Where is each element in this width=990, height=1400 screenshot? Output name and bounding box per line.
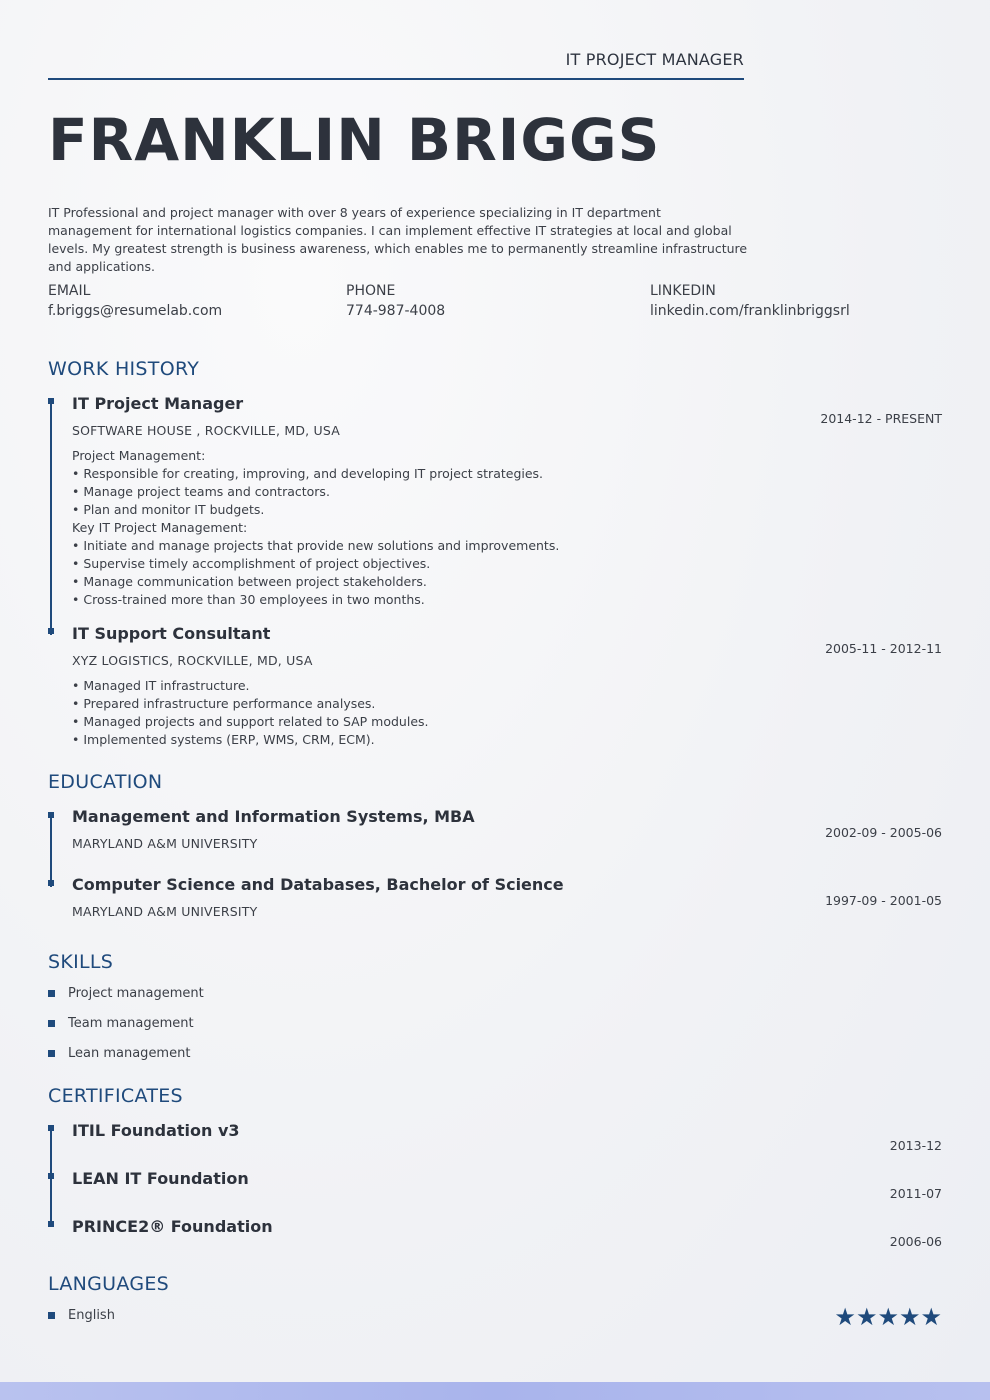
degree-date-1: 2002-09 - 2005-06 xyxy=(825,825,942,840)
skill-bullet-1 xyxy=(48,990,55,997)
job-description-1 xyxy=(72,447,559,609)
profile-summary: IT Professional and project manager with over 8 years of experience specializing in IT department management for international logistics companies. I can implement effective IT strategies at local and global levels. My greatest strength is business awareness, which enables me to permanently streamline infrastructure and applications. xyxy=(48,205,748,274)
certificate-title-2: LEAN IT Foundation xyxy=(72,1169,249,1188)
certificate-marker-3 xyxy=(48,1221,54,1227)
job-2-line-2: • Prepared infrastructure performance analyses. xyxy=(72,696,376,711)
education-timeline-line xyxy=(50,815,52,887)
skill-item-2: Team management xyxy=(68,1016,194,1031)
certificate-marker-1 xyxy=(48,1125,54,1131)
work-marker-1 xyxy=(48,398,54,404)
skill-item-1: Project management xyxy=(68,986,204,1001)
job-date-1: 2014-12 - PRESENT xyxy=(820,411,942,426)
job-1-line-3: • Manage project teams and contractors. xyxy=(72,484,330,499)
language-bullet-1 xyxy=(48,1312,55,1319)
certificate-date-3: 2006-06 xyxy=(889,1234,942,1249)
certificate-title-1: ITIL Foundation v3 xyxy=(72,1121,240,1140)
job-1-line-6: • Initiate and manage projects that provide new solutions and improvements. xyxy=(72,538,560,553)
degree-title-2: Computer Science and Databases, Bachelor of Science xyxy=(72,875,564,894)
languages-heading: LANGUAGES xyxy=(48,1273,170,1295)
job-2-line-1: • Managed IT infrastructure. xyxy=(72,678,250,693)
contact-email-value[interactable]: f.briggs@resumelab.com xyxy=(48,303,223,319)
job-1-line-5: Key IT Project Management: xyxy=(72,520,248,535)
work-timeline-line xyxy=(50,401,52,635)
job-2-line-4: • Implemented systems (ERP, WMS, CRM, ECM). xyxy=(72,732,375,747)
job-1-line-4: • Plan and monitor IT budgets. xyxy=(72,502,265,517)
skill-bullet-2 xyxy=(48,1020,55,1027)
job-date-2: 2005-11 - 2012-11 xyxy=(825,641,942,656)
skill-bullet-3 xyxy=(48,1050,55,1057)
skills-heading: SKILLS xyxy=(48,951,114,973)
contact-email xyxy=(48,283,222,319)
job-1-line-2: • Responsible for creating, improving, and developing IT project strategies. xyxy=(72,466,544,481)
contact-email-label: EMAIL xyxy=(48,283,91,299)
candidate-name: FRANKLIN BRIGGS xyxy=(48,106,661,174)
language-rating-stars-icon: ★★★★★ xyxy=(834,1303,942,1331)
job-title-2: IT Support Consultant xyxy=(72,624,271,643)
job-1-line-8: • Manage communication between project stakeholders. xyxy=(72,574,427,589)
contact-linkedin-label: LINKEDIN xyxy=(650,283,716,299)
job-1-line-1: Project Management: xyxy=(72,448,206,463)
header-rule xyxy=(48,78,744,80)
contact-phone-value[interactable]: 774-987-4008 xyxy=(346,303,446,319)
education-marker-2 xyxy=(48,880,54,886)
degree-date-2: 1997-09 - 2001-05 xyxy=(825,893,942,908)
job-company-2: XYZ LOGISTICS, ROCKVILLE, MD, USA xyxy=(72,653,313,668)
job-description-2 xyxy=(72,677,429,749)
contact-phone xyxy=(346,283,445,319)
certificate-date-2: 2011-07 xyxy=(889,1186,942,1201)
work-history-heading: WORK HISTORY xyxy=(48,358,200,380)
work-marker-2 xyxy=(48,628,54,634)
job-title-1: IT Project Manager xyxy=(72,394,244,413)
certificate-marker-2 xyxy=(48,1173,54,1179)
degree-school-1: MARYLAND A&M UNIVERSITY xyxy=(72,836,258,851)
footer-band xyxy=(0,1382,990,1400)
language-item-1: English xyxy=(68,1308,115,1323)
degree-school-2: MARYLAND A&M UNIVERSITY xyxy=(72,904,258,919)
job-1-line-9: • Cross-trained more than 30 employees in two months. xyxy=(72,592,425,607)
certificates-heading: CERTIFICATES xyxy=(48,1085,183,1107)
job-2-line-3: • Managed projects and support related to SAP modules. xyxy=(72,714,429,729)
education-marker-1 xyxy=(48,812,54,818)
job-1-line-7: • Supervise timely accomplishment of project objectives. xyxy=(72,556,431,571)
certificate-title-3: PRINCE2® Foundation xyxy=(72,1217,273,1236)
job-company-1: SOFTWARE HOUSE , ROCKVILLE, MD, USA xyxy=(72,423,340,438)
contact-linkedin xyxy=(650,283,850,319)
contact-linkedin-value[interactable]: linkedin.com/franklinbriggsrl xyxy=(650,303,850,319)
education-heading: EDUCATION xyxy=(48,771,163,793)
contact-phone-label: PHONE xyxy=(346,283,396,299)
job-title-header: IT PROJECT MANAGER xyxy=(565,50,744,69)
skill-item-3: Lean management xyxy=(68,1046,191,1061)
certificate-date-1: 2013-12 xyxy=(889,1138,942,1153)
degree-title-1: Management and Information Systems, MBA xyxy=(72,807,475,826)
